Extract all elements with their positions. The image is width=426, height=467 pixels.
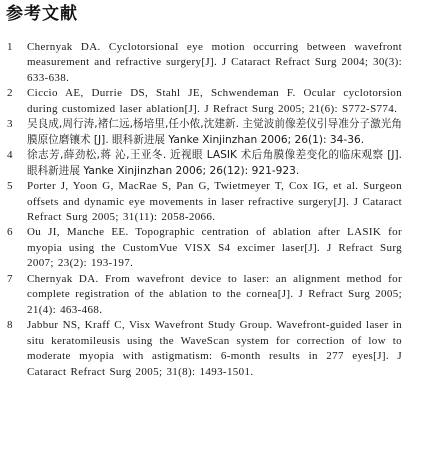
reference-item-7: [0, 272, 426, 318]
reference-item-8: [0, 318, 426, 380]
reference-item-2: [0, 86, 426, 117]
reference-number: 3: [7, 118, 13, 131]
reference-item-4: [0, 148, 426, 179]
reference-number: 5: [7, 180, 13, 193]
reference-number: 1: [7, 41, 13, 53]
reference-item-5: [0, 179, 426, 225]
reference-number: 4: [7, 149, 13, 162]
reference-list: [0, 40, 426, 380]
reference-text: Chernyak DA. From wavefront device to laser: an alignment method for complete registration of the ablation to the cornea[J]. J Refract Surg 2005; 21(4): 463-468.: [27, 272, 402, 316]
reference-item-6: [0, 225, 426, 271]
reference-text: 徐志芳,薛劲松,蒋 沁,王亚冬. 近视眼 LASIK 术后角膜像差变化的临床观察 [J]. 眼科新进展 Yanke Xinjinzhan 2006; 26(12): 921-923.: [27, 149, 402, 177]
reference-text: Porter J, Yoon G, MacRae S, Pan G, Twietmeyer T, Cox IG, et al. Surgeon offsets and dynamic eye movements in laser refractive surgery[J]. J Cataract Refract Surg 2005; 31(11): 2058-2066.: [27, 180, 402, 223]
reference-text: Ciccio AE, Durrie DS, Stahl JE, Schwendeman F. Ocular cyclotorsion during customized laser ablation[J]. J Refract Surg 2005; 21(6): S772-S774.: [27, 87, 402, 115]
reference-number: 7: [7, 272, 13, 285]
reference-number: 2: [7, 87, 13, 100]
reference-text: Jabbur NS, Kraff C, Visx Wavefront Study Group. Wavefront-guided laser in situ keratomileusis using the WaveScan system for correction of low to moderate myopia with astigmatism: 6-month results in 277 eyes[J]. J Cataract Refract Surg 2005; 31(8): 1493-1501.: [27, 319, 402, 378]
reference-text: 吴良成,周行涛,褚仁远,杨培里,任小侬,沈建新. 主觉波前像差仪引导准分子激光角膜原位磨镶术 [J]. 眼科新进展 Yanke Xinjinzhan 2006; 26(1): 34-36.: [27, 118, 402, 146]
reference-number: 6: [7, 226, 13, 239]
reference-text: Ou JI, Manche EE. Topographic centration of ablation after LASIK for myopia using the CustomVue VISX S4 excimer laser[J]. J Refract Surg 2007; 23(2): 193-197.: [27, 226, 402, 270]
section-title: 参考文献: [6, 4, 78, 24]
reference-item-3: [0, 117, 426, 148]
reference-number: 8: [7, 319, 13, 332]
reference-item-1: [0, 40, 426, 86]
reference-text: Chernyak DA. Cyclotorsional eye motion occurring between wavefront measurement and refractive surgery[J]. J Cataract Refract Surg 2004; 30(3): 633-638.: [27, 41, 402, 84]
